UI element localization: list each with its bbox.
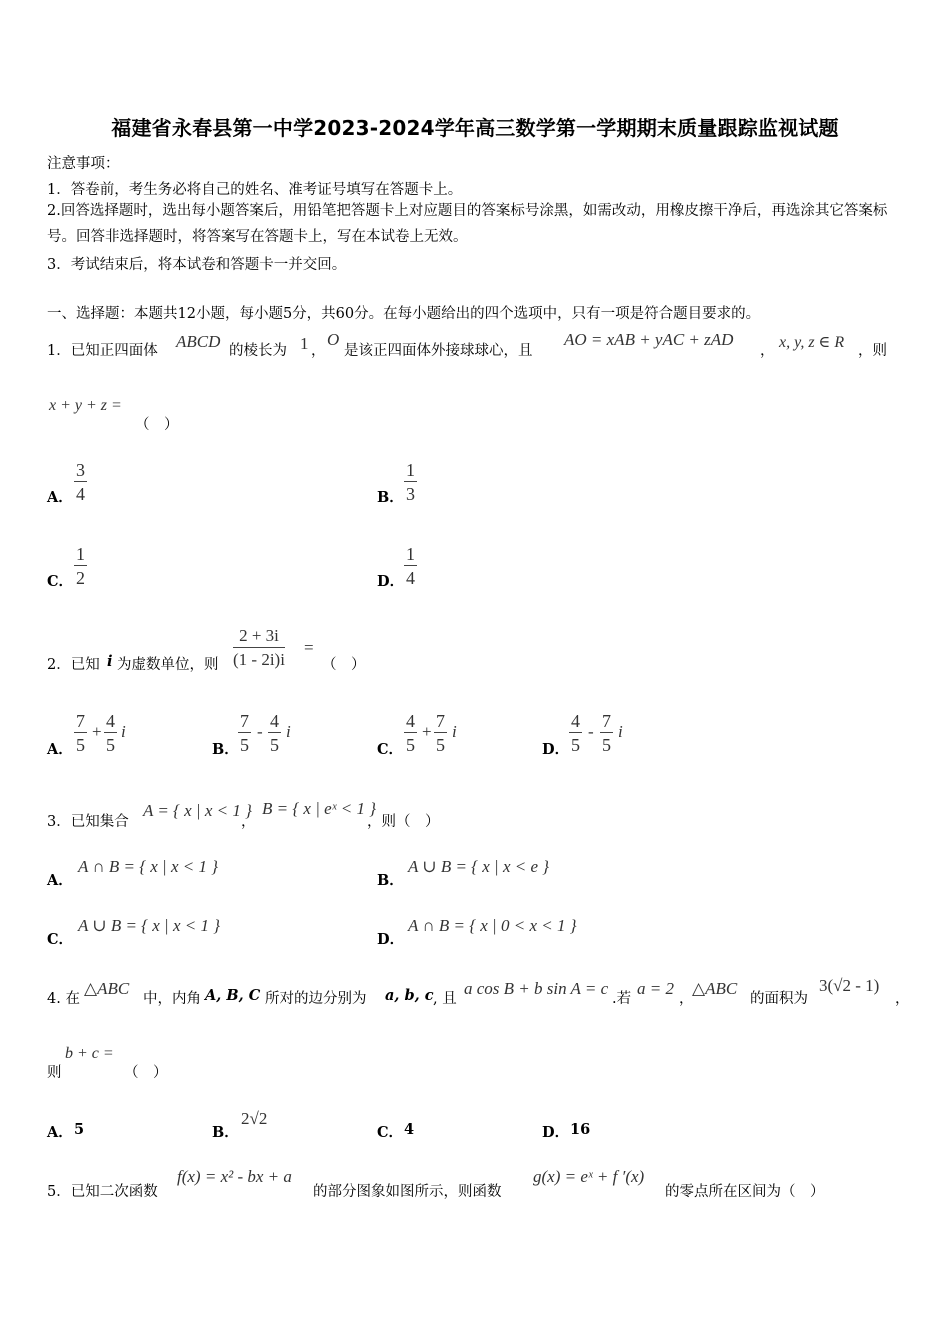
q4-t8: ， — [895, 991, 910, 1007]
q1-t4: 是该正四面体外接球球心，且 — [344, 343, 533, 359]
q3-comma: ， — [241, 814, 256, 830]
q4-then: 则 — [47, 1065, 62, 1081]
q1-c-den: 2 — [76, 568, 85, 588]
q4-t5: .若 — [612, 991, 632, 1007]
q1-abcd: ABCD — [176, 332, 221, 351]
q4-t6: ， — [679, 991, 694, 1007]
q1-option-b-frac — [404, 459, 417, 506]
q3-option-b-label: B． — [377, 872, 404, 889]
q1-option-c-frac — [74, 543, 87, 590]
q4-triangle: △ABC — [84, 979, 130, 998]
q2-c-d1: 5 — [406, 735, 415, 755]
notice-item-2: 2.回答选择题时，选出每小题答案后，用铅笔把答题卡上对应题目的答案标号涂黑，如需改动，用橡皮擦干净后，再选涂其它答案标号。回答非选择题时，将答案写在答题卡上，写在本试卷上无效。 — [47, 203, 888, 245]
q2-b-d2: 5 — [270, 735, 279, 755]
q4-option-c-value: 4 — [404, 1121, 415, 1138]
q2-c-frac2 — [434, 710, 447, 757]
q4-option-b-label: B． — [212, 1124, 239, 1141]
q1-c-num: 1 — [76, 544, 85, 564]
q2-b-n2: 4 — [270, 711, 279, 731]
q2-d-frac2 — [600, 710, 613, 757]
q2-d-n1: 4 — [571, 711, 580, 731]
q4-t3: 所对的边分别为 — [265, 991, 367, 1007]
q3-option-a-label: A． — [47, 872, 73, 889]
q4-eq2: a = 2 — [637, 979, 674, 998]
q3-option-b: A ∪ B = { x | x < e } — [408, 857, 550, 876]
q5-f: f(x) = x² - bx + a — [177, 1167, 292, 1186]
q2-a-d1: 5 — [76, 735, 85, 755]
section-heading: 一、选择题：本题共12小题，每小题5分，共60分。在每小题给出的四个选项中，只有一项是符合题目要求的。 — [47, 306, 761, 322]
q1-one: 1 — [300, 334, 309, 353]
q2-den: (1 - 2i)i — [233, 650, 285, 669]
q1-prefix: 1．已知正四面体 — [47, 343, 158, 359]
q2-b-d1: 5 — [240, 735, 249, 755]
q2-c-frac1 — [404, 710, 417, 757]
q3-set-b: B = { x | eˣ < 1 } — [262, 799, 376, 818]
q3-option-d-label: D． — [377, 931, 405, 948]
page-title: 福建省永春县第一中学2023-2024学年高三数学第一学期期末质量跟踪监视试题 — [111, 116, 839, 140]
q1-a-den: 4 — [76, 484, 85, 504]
q2-d-n2: 7 — [602, 711, 611, 731]
q2-d-d2: 5 — [602, 735, 611, 755]
notice-item-3: 3．考试结束后，将本试卷和答题卡一并交回。 — [47, 257, 347, 273]
q1-option-c-label: C． — [47, 573, 74, 590]
q4-option-a-value: 5 — [74, 1121, 85, 1138]
q4-prefix: 4. 在 — [47, 991, 80, 1007]
q2-b-op: - — [257, 722, 263, 741]
notice-item-1: 1．答卷前，考生务必将自己的姓名、准考证号填写在答题卡上。 — [47, 182, 463, 198]
q1-option-a-label: A． — [47, 489, 73, 506]
q4-option-a-label: A． — [47, 1124, 73, 1141]
q4-paren: （ ） — [124, 1065, 168, 1081]
q2-eq: = — [304, 638, 314, 657]
q4-sides: a, b, c — [385, 987, 434, 1004]
q2-option-d-label: D． — [542, 741, 570, 758]
q2-paren: （ ） — [322, 657, 366, 673]
q1-b-num: 1 — [406, 460, 415, 480]
q2-b-i: i — [286, 722, 291, 741]
q1-d-den: 4 — [406, 568, 415, 588]
q2-t2: 为虚数单位，则 — [117, 657, 219, 673]
q2-c-n2: 7 — [436, 711, 445, 731]
q2-d-frac1 — [569, 710, 582, 757]
q1-a-num: 3 — [76, 460, 85, 480]
q2-d-d1: 5 — [571, 735, 580, 755]
q1-text — [47, 339, 158, 360]
q2-b-n1: 7 — [240, 711, 249, 731]
q4-area: 3(√2 - 1) — [819, 976, 880, 995]
q5-t3: 的零点所在区间为（ ） — [665, 1184, 825, 1200]
q4-eq1: a cos B + b sin A = c — [464, 979, 609, 998]
q3-prefix: 3．已知集合 — [47, 814, 129, 830]
q3-option-d: A ∩ B = { x | 0 < x < 1 } — [408, 916, 577, 935]
q2-a-frac1 — [74, 710, 87, 757]
q1-vector-eq: AO = xAB + yAC + zAD — [564, 330, 734, 349]
q3-option-c-label: C． — [47, 931, 74, 948]
q4-option-d-value: 16 — [570, 1121, 591, 1138]
q5-t2: 的部分图象如图所示，则函数 — [313, 1184, 502, 1200]
q2-a-n2: 4 — [106, 711, 115, 731]
q4-t7: 的面积为 — [750, 991, 808, 1007]
q1-expr: x + y + z = — [49, 397, 122, 414]
q2-a-i: i — [121, 722, 126, 741]
q2-d-op: - — [588, 722, 594, 741]
q4-option-b-value: 2√2 — [241, 1109, 268, 1128]
q2-b-frac2 — [268, 710, 281, 757]
q2-i: i — [107, 653, 113, 670]
q2-d-i: i — [618, 722, 623, 741]
q2-a-n1: 7 — [76, 711, 85, 731]
q3-set-a: A = { x | x < 1 } — [143, 801, 252, 820]
q4-option-c-label: C． — [377, 1124, 404, 1141]
q2-c-i: i — [452, 722, 457, 741]
q1-t3: ， — [311, 343, 326, 359]
q1-xyz: x, y, z ∈ R — [779, 334, 845, 351]
q1-t5: ， — [760, 343, 775, 359]
q1-t6: ，则 — [858, 343, 887, 359]
q2-c-n1: 4 — [406, 711, 415, 731]
q1-option-d-frac — [404, 543, 417, 590]
q2-a-frac2 — [104, 710, 117, 757]
q2-option-a-label: A． — [47, 741, 73, 758]
q2-a-d2: 5 — [106, 735, 115, 755]
q2-b-frac1 — [238, 710, 251, 757]
q2-a-op: + — [92, 722, 102, 741]
q3-option-a: A ∩ B = { x | x < 1 } — [78, 857, 219, 876]
q4-expr: b + c = — [65, 1045, 114, 1062]
q4-angles: A, B, C — [205, 987, 261, 1004]
q2-fraction — [233, 625, 285, 672]
q1-option-d-label: D． — [377, 573, 405, 590]
q4-triangle-2: △ABC — [692, 979, 738, 998]
q2-prefix: 2．已知 — [47, 657, 100, 673]
q4-t2: 中，内角 — [143, 991, 201, 1007]
q4-option-d-label: D． — [542, 1124, 570, 1141]
q5-prefix: 5．已知二次函数 — [47, 1184, 158, 1200]
q1-option-a-frac — [74, 459, 87, 506]
q2-c-d2: 5 — [436, 735, 445, 755]
q1-d-num: 1 — [406, 544, 415, 564]
q1-o: O — [327, 330, 340, 349]
q1-b-den: 3 — [406, 484, 415, 504]
q1-option-b-label: B． — [377, 489, 404, 506]
q3-tail: ，则（ ） — [367, 814, 440, 830]
notice-heading: 注意事项： — [47, 156, 120, 172]
q2-num: 2 + 3i — [233, 625, 285, 648]
q2-option-b-label: B． — [212, 741, 239, 758]
q4-t4: , 且 — [433, 991, 457, 1007]
q1-paren: （ ） — [135, 417, 179, 433]
q3-option-c: A ∪ B = { x | x < 1 } — [78, 916, 221, 935]
q2-c-op: + — [422, 722, 432, 741]
q1-t2: 的棱长为 — [229, 343, 287, 359]
q2-option-c-label: C． — [377, 741, 404, 758]
q5-g: g(x) = eˣ + f ′(x) — [533, 1167, 645, 1186]
